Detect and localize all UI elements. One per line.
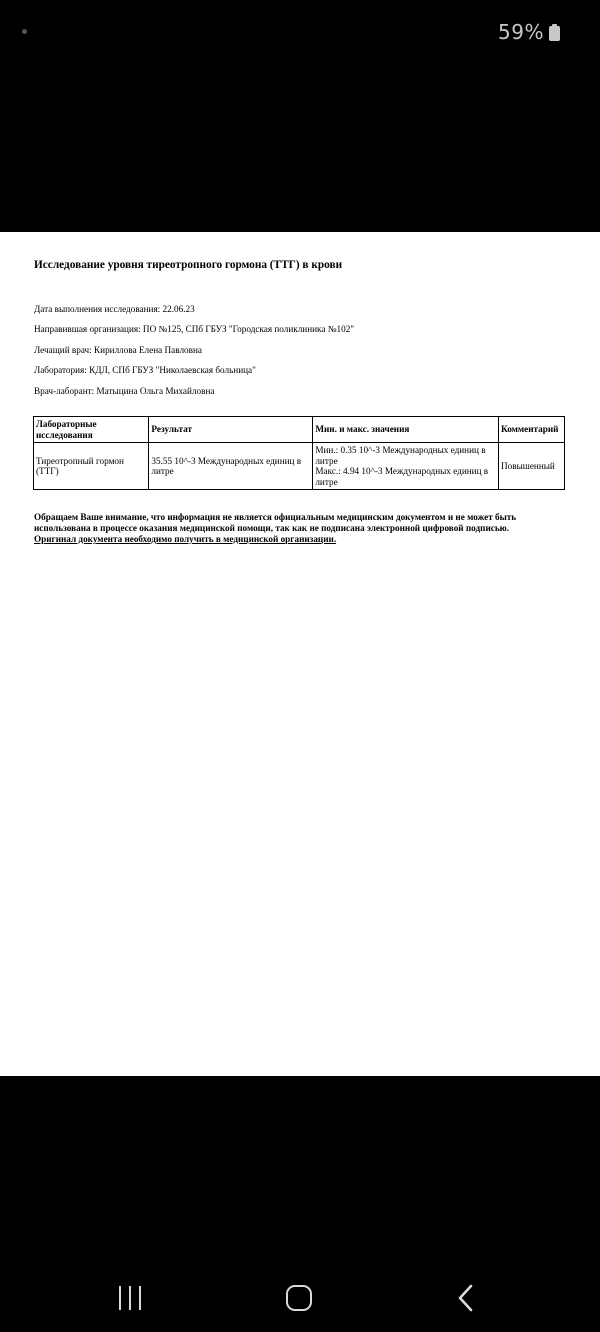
- range-max: Макс.: 4.94 10^-3 Международных единиц в литре: [315, 466, 489, 487]
- notice-line-3: Оригинал документа необходимо получить в медицинской организации.: [34, 534, 337, 544]
- header-result: Результат: [149, 417, 313, 443]
- laboratory: Лаборатория: КДЛ, СПб ГБУЗ "Николаевская больница": [34, 365, 256, 375]
- cell-comment: Повышенный: [499, 443, 565, 490]
- notice-line-1: Обращаем Ваше внимание, что информация не является официальным медицинским документом и не может быть: [34, 512, 517, 522]
- navigation-bar: [0, 1240, 600, 1332]
- table-header-row: [34, 417, 565, 443]
- disclaimer-notice: [34, 512, 564, 545]
- range-min: Мин.: 0.35 10^-3 Международных единиц в литре: [315, 445, 486, 466]
- notification-dot-icon: [22, 29, 27, 34]
- results-table: [33, 416, 565, 490]
- study-date: Дата выполнения исследования: 22.06.23: [34, 304, 195, 314]
- attending-doctor: Лечащий врач: Кириллова Елена Павловна: [34, 345, 202, 355]
- battery-body: [549, 26, 560, 41]
- back-icon[interactable]: [455, 1284, 477, 1312]
- cell-test: Тиреотропный гормон (ТТГ): [34, 443, 149, 490]
- notice-line-2: использована в процессе оказания медицинской помощи, так как не подписана электронной цифровой подписью.: [34, 523, 509, 533]
- table-row: [34, 443, 565, 490]
- document-page: [0, 232, 600, 1076]
- header-range: Мин. и макс. значения: [313, 417, 499, 443]
- referring-organization: Направившая организация: ПО №125, СПб ГБУЗ "Городская поликлиника №102": [34, 324, 355, 334]
- battery-percent: 59%: [498, 20, 544, 44]
- document-title: Исследование уровня тиреотропного гормона (ТТГ) в крови: [34, 259, 343, 271]
- header-comment: Комментарий: [499, 417, 565, 443]
- home-icon[interactable]: [286, 1285, 312, 1311]
- lab-doctor: Врач-лаборант: Матыцина Ольга Михайловна: [34, 386, 215, 396]
- cell-range: [313, 443, 499, 490]
- battery-icon: [549, 24, 560, 41]
- header-test: Лабораторные исследования: [34, 417, 149, 443]
- recent-apps-icon[interactable]: [118, 1286, 144, 1310]
- cell-result: 35.55 10^-3 Международных единиц в литре: [149, 443, 313, 490]
- status-bar: [0, 0, 600, 64]
